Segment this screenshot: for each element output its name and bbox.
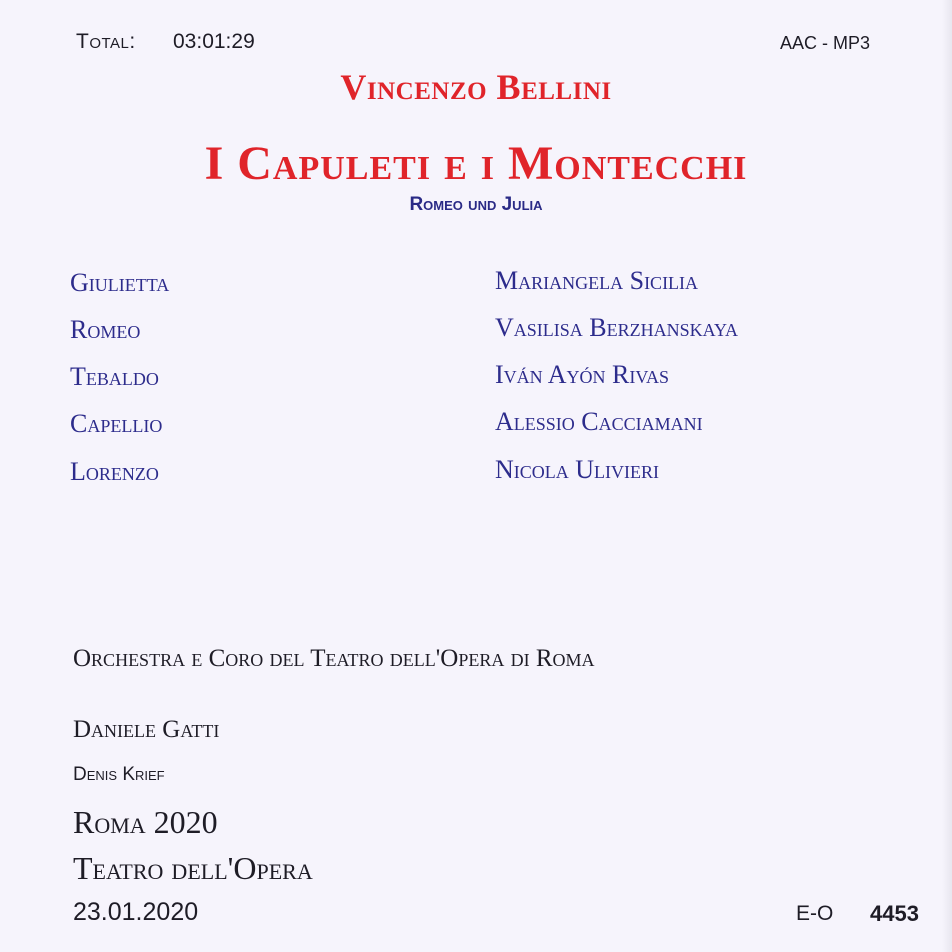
composer-name: Vincenzo Bellini (340, 67, 612, 107)
orchestra-credit: Orchestra e Coro del Teatro dell'Opera di Roma (73, 645, 595, 672)
cast-singer: Nicola Ulivieri (495, 455, 660, 484)
cast-singer: Iván Ayón Rivas (495, 360, 670, 389)
total-duration: 03:01:29 (173, 30, 255, 53)
cast-singer: Alessio Cacciamani (495, 407, 703, 436)
cast-role: Giulietta (70, 268, 170, 297)
cast-singer: Vasilisa Berzhanskaya (495, 313, 738, 342)
catalog-number: 4453 (870, 901, 919, 926)
cast-role: Capellio (70, 409, 163, 438)
conductor-name: Daniele Gatti (73, 716, 220, 743)
cast-role: Tebaldo (70, 362, 159, 391)
cast-singer: Mariangela Sicilia (495, 266, 699, 295)
performance-date: 23.01.2020 (73, 898, 199, 926)
label-code: E-O (796, 902, 834, 925)
place-year: Roma 2020 (73, 804, 218, 840)
venue-name: Teatro dell'Opera (73, 850, 313, 886)
cast-role: Lorenzo (70, 457, 159, 486)
total-label: Total: (76, 30, 136, 53)
opera-title: I Capuleti e i Montecchi (204, 137, 748, 190)
opera-subtitle: Romeo und Julia (409, 194, 543, 215)
director-name: Denis Krief (73, 764, 165, 785)
audio-format: AAC - MP3 (779, 33, 870, 53)
cast-role: Romeo (70, 315, 141, 344)
